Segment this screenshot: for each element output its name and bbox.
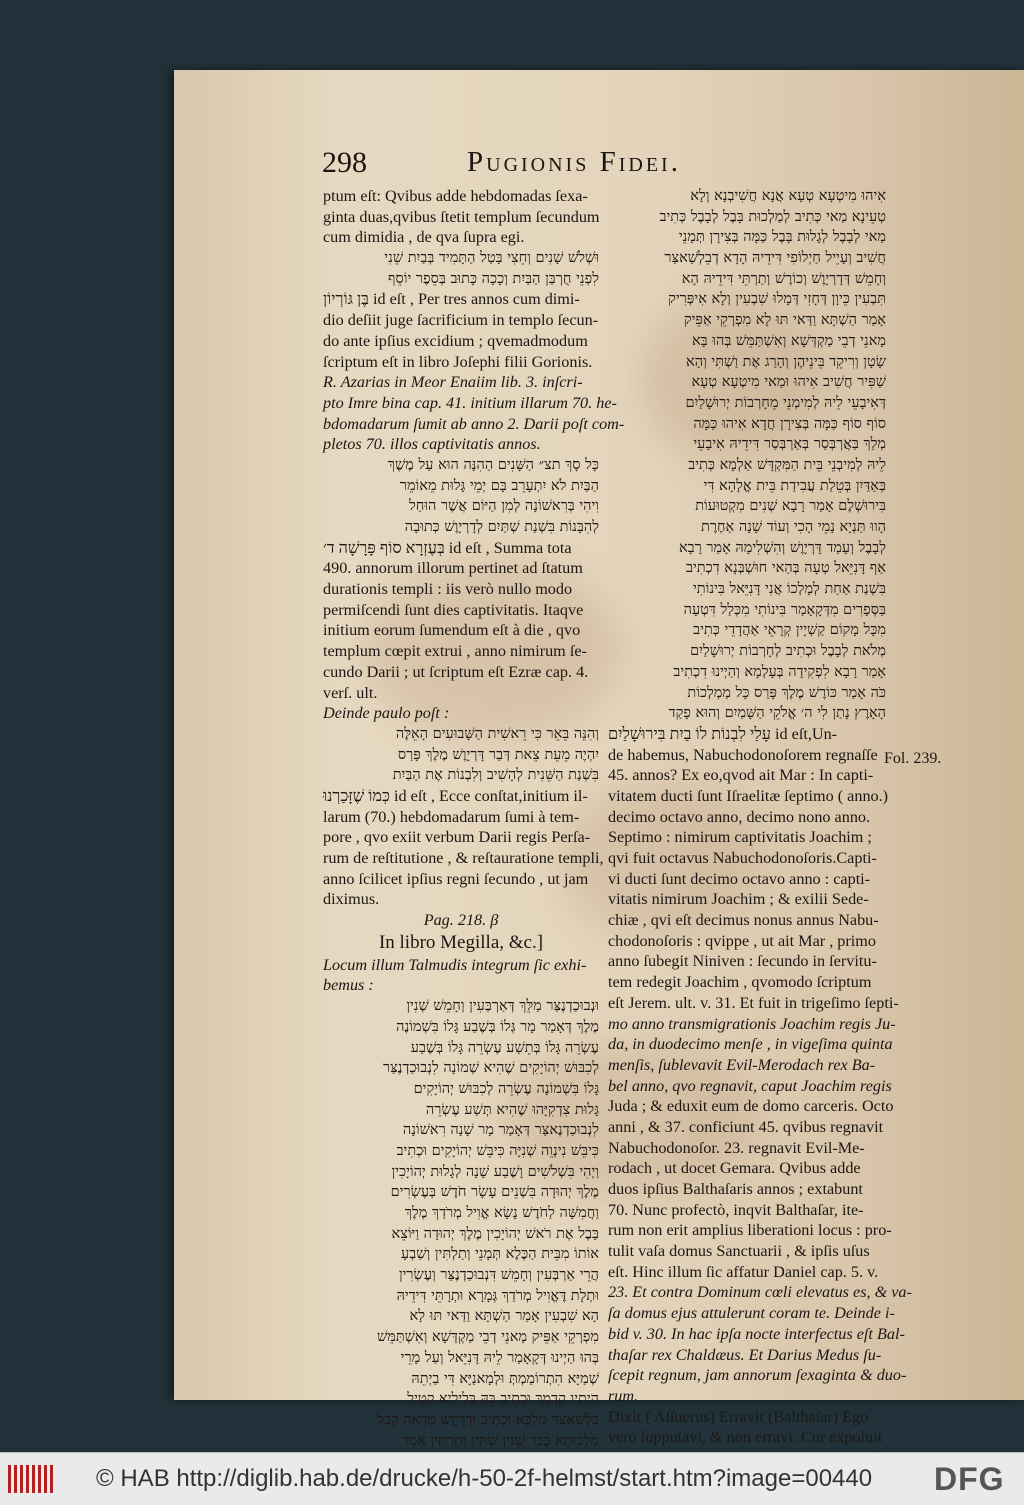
text-line: ginta duas,qvibus ſtetit templum ſecundum <box>323 207 600 226</box>
text-line: וִיהִי בְּרִאשׁוֹנָה לְמִן הַיּוֹם אֲשֶׁר הוּחַל <box>408 498 599 515</box>
text-line: בִּשְׁנַת הַשֵּׁנִית לְהָשִׁיב וְלִבְנוֹת אֶת הַבַּיִת <box>392 767 599 784</box>
page-number: 298 <box>322 146 367 179</box>
text-line: הָווּ תַּנְיָא נָמֵי הָכִי וְעוֹד שָׁנָה אַחֶרֶת <box>701 519 886 535</box>
text-line: rodach , ut docet Gemara. Qvibus adde <box>608 1159 861 1178</box>
dfg-logo: DFG <box>934 1461 1005 1497</box>
text-line: חֲשִׁיב וְעָיֵיל חַיְלוֹפִי דִּידֵיהּ הָדָא דְבֵלְשַׁאצַּר <box>664 250 886 267</box>
text-line: גָּלוֹ בִּשְׁמוֹנָה עֶשְׂרֵה לְכִבּוּשׁ יְהוֹיָקִים <box>413 1080 599 1097</box>
text-line: Juda ; & eduxit eum de domo carceris. Octo <box>608 1097 894 1116</box>
text-line: מָאנֵי דְבֵי מַקְדְּשָׁא וְאִשְׁתַּמֵּשׁ בְּהוּ בָּא <box>691 332 886 349</box>
text-line: Dixit ( Aſſuerus) Erravit (Balthaſar) Ego <box>608 1407 869 1426</box>
text-line: de habemus, Nabuchodonoſorem regnaſſe <box>608 745 878 764</box>
text-line: thaſar rex Chaldæus. Et Darius Medus ſu- <box>608 1345 882 1364</box>
text-line: rum non erit amplius liberationi locus : pro- <box>608 1221 892 1240</box>
text-line: מִפְרְקֵי אַפֵּיק מָאנֵי דְבֵי מַקְדְּשָׁא וְאִשְׁתַּמֵּשׁ <box>376 1329 599 1346</box>
text-line: vi ducti ſunt decimo octavo anno : capti- <box>608 869 871 888</box>
text-line: decimo octavo anno, decimo nono anno. <box>608 807 871 826</box>
text-line: גָּלוּת צִדְקִיָּהוּ שֶׁהִיא תְּשַׁע עֶשְׂרֵה <box>425 1101 599 1118</box>
text-line: Locum illum Talmudis integrum ſic exhi- <box>323 955 587 974</box>
marginal-note: Fol. 239. <box>884 750 942 767</box>
text-line: dio deſiit juge ſacrificium in templo ſecun- <box>323 311 599 330</box>
text-line: בָּבֶל אֶת רֹאשׁ יְהוֹיָכִין מֶלֶךְ יְהוּדָה וַיּוֹצֵא <box>391 1225 599 1242</box>
text-line: לְהִבָּנוֹת בִּשְׁנַת שְׁתַּיִם לְדָרְיָוֶשׁ כְּתוּבָה <box>404 519 599 535</box>
text-line: שְׁמַיָּא הִתְרוֹמַמְתְּ וּלְמָאנַיָּא דִּי בַיְתֵהּ <box>411 1370 599 1387</box>
text-line: qvi fuit octavus Nabuchodonoſoris.Capti- <box>608 849 877 867</box>
source-url-link[interactable]: © HAB http://diglib.hab.de/drucke/h-50-2f-helmst/start.htm?image=00440 <box>96 1465 873 1492</box>
text-line: בְּאַדַּיִן בְּטֵלַת עֲבִידַת בֵּית אֱלָהָא דִּי <box>703 477 886 494</box>
text-line: eſt Jerem. ult. v. 31. Et fuit in trigeſimo ſepti- <box>608 993 899 1012</box>
text-line: כְּמוֹ שֶׁזָּכַרְנוּ id eſt , Ecce conſtat,initium il- <box>323 786 588 805</box>
book-page <box>174 70 1024 1400</box>
text-line: עֶשְׂרֵה גָּלוֹ בְּתֵשַׁע עֶשְׂרֵה גָּלוֹ בְּשֶׁבַע <box>410 1039 599 1056</box>
text-line: bemus : <box>323 976 374 995</box>
text-line: בֶּן גּוֹרְיוֹן id eſt , Per tres annos cum dimi- <box>323 290 580 309</box>
hab-barcode-icon <box>8 1465 54 1493</box>
text-line: בִּירוּשְׁלֶם אָמַר רָבָא שְׁנִים מִקְטוּעוֹת <box>695 498 886 515</box>
text-line: da, in duodecimo menſe , in vigeſima quinta <box>608 1035 893 1054</box>
text-line: eſt. Hinc illum ſic affatur Daniel cap. 5. v. <box>608 1262 879 1281</box>
text-line: סוֹף סוֹף כַּמָּה בְּצִירָן חֲדָא אִיהוּ כַּמָּה <box>693 415 886 432</box>
text-line: וּתְלָת דֶּאֱוִיל מְרֹדַךְ גְּמָרָא וּתְרָתֵּי דִּידֵיהּ <box>396 1287 599 1304</box>
text-line: לֵיהּ לְמִיבְנֵי בֵּית הַמִּקְדָּשׁ אַלְמָא כְּתִיב <box>688 456 886 473</box>
text-line: durationis templi : iis verò nullo modo <box>323 580 573 599</box>
left-text-column <box>323 186 625 1451</box>
text-line: vitatem ducti ſunt Iſraelitæ ſeptimo ( anno.) <box>608 786 889 805</box>
text-line: וּשְׁלֹשׁ שָׁנִים וְחֵצִי בָּטַל הַתָּמִיד בְּבַיִת שֵׁנִי <box>384 250 599 267</box>
text-line: מִכָּל מָקוֹם קַשְׁיָין קְרָאֵי אַהֲדָדֵי כְּתִיב <box>693 622 886 639</box>
footer-bar <box>0 1452 1024 1505</box>
text-line: rum. <box>608 1386 639 1405</box>
text-line: כֹּה אָמַר כּוֹרֶשׁ מֶלֶךְ פָּרַס כָּל מַמְלְכוֹת <box>687 684 886 701</box>
text-line: מַלְכוּתָא כְּבַר שְׁנִין שִׁתִּין וְתַרְתֵּין אָמַר <box>401 1432 599 1449</box>
text-line: diximus. <box>323 890 380 909</box>
text-line: דְּאִיבָעֵי לֵיהּ לְמִימְנֵי מֵחָרְבוֹת יְרוּשָׁלַיִם <box>685 394 886 411</box>
text-line: לְבָבֶל וְעָמַד דָּרְיָוֶשׁ וְהִשְׁלִימָהּ אָמַר רָבָא <box>678 539 886 556</box>
text-line: הַבַּיִת לֹא יִתְעָרֵב בָּם יְמֵי גָּלוּת מֵאוֹמֵר <box>399 477 599 494</box>
text-line: בִּשְׁנַת אַחַת לְמָלְכוֹ אֲנִי דָּנִיֵּאל בִּינוֹתִי <box>693 581 886 598</box>
text-line: מַאי לְבָבֶל לְגָלוּת בָּבֶל כַּמָּה בְּצִירָן תְּמָנֵי <box>678 229 886 246</box>
text-line: בֵּלְשַׁאצַּר מַלְכָּא וּכְתִיב וְדָרְיָוֶשׁ מָדָאָה קַבֵּל <box>377 1411 599 1428</box>
running-title: Pugionis Fidei. <box>467 146 681 178</box>
text-line: לְכִבּוּשׁ יְהוֹיָקִים שֶׁהִיא שְׁמוֹנָה לִנְבוּכַדְנֶצַּר <box>383 1060 599 1077</box>
text-line: anno ſubegit Niniven : ſecundo in ſervitu- <box>608 952 877 971</box>
text-line: larum (70.) hebdomadarum ſumi à tem- <box>323 807 580 826</box>
text-line: cum dimidia , de qva ſupra egi. <box>323 228 525 247</box>
text-line: מְלֹאת לְבָבֶל וּכְתִיב לְחָרְבוֹת יְרוּשָׁלַיִם <box>690 643 886 660</box>
text-line: ſa domus ejus attulerunt coram te. Deinde i- <box>608 1304 895 1323</box>
text-line: verò ſupputavi, & non erravi. Cur expoſuit <box>608 1428 883 1447</box>
text-line: 70. Nunc profectò, inqvit Balthaſar, ite- <box>608 1200 864 1219</box>
text-line: שָׂטָן וְרִיקֵד בֵּינֵיהֶן וְהָרַג אֶת וַשְׁתִּי וְהָא <box>686 353 886 370</box>
text-line: permiſcendi ſunt dies captivitatis. Itaqve <box>323 600 584 619</box>
text-line: menſis, ſublevavit Evil-Merodach rex Ba- <box>608 1055 876 1074</box>
text-line: אוֹתוֹ מִבֵּית הַכֶּלֶא תְּמָנֵי וְתַלְתִּין וְשַׁבְעָ <box>401 1246 599 1263</box>
text-line: מֶלֶךְ דְּאָמַר מָר גְּלוֹ בְּשֶׁבַע גָּלוֹ בִּשְׁמוֹנֶה <box>396 1018 599 1035</box>
text-line: verſ. ult. <box>323 683 378 702</box>
text-line: pore , qvo exiit verbum Darii regis Perſa- <box>323 828 591 847</box>
text-line: mo anno transmigrationis Joachim regis Ju- <box>608 1014 896 1033</box>
text-line: 490. annorum illorum pertinet ad ſtatum <box>323 559 583 578</box>
text-line: וּנְבוּכַדְנֶצַּר מַלֵּךְ דְּאַרְבְּעִין וְחָמֵשׁ שְׁנִין <box>406 998 599 1015</box>
text-line: 23. Et contra Dominum cœli elevatus es, & va- <box>608 1283 912 1302</box>
text-line: bdomadarum ſumit ab anno 2. Darii poſt com- <box>323 414 625 433</box>
text-line: בְּהוּ הַיְינוּ דְּקָאָמַר לֵיהּ דָּנִיֵּאל וְעַל מָרֵי <box>400 1349 599 1366</box>
text-line: כָּל סָךְ תצ״ הַשָּׁנִים הַהִנָּה הוּא עַל מֶשֶׁךְ <box>387 456 599 473</box>
text-line: אָמַר הַשְׁתָּא וַדַּאי תּוּ לָא מִפְרְקֵי אַפֵּיק <box>683 312 886 329</box>
text-line: chiæ , qvi eſt decimus nonus annus Nabu- <box>608 911 879 930</box>
text-line: Pag. 218. β <box>423 911 499 930</box>
text-line: מְלַךְ בַּאֲרְבְּסַר בְּאַרְבְּסַר דִּידֵיהּ אִיבָעֵי <box>693 436 886 453</box>
right-text-column <box>608 186 912 1469</box>
text-line: ſcriptum eſt in libro Joſephi filii Gorionis. <box>323 352 593 371</box>
text-line: R. Azarias in Meor Enaiim lib. 3. inſcri- <box>323 373 583 392</box>
text-line: יִהְיֶה מֵעֵת צֵאת דְּבַר דָּרְיָוֶשׁ מֶלֶךְ פָּרַס <box>397 746 599 763</box>
text-line: 45. annos? Ex eo,qvod ait Mar : In capti- <box>608 766 874 785</box>
text-line: chodonoſoris : qvippe , ut ait Mar , primo <box>608 931 876 950</box>
text-line: הָא שִׁבְעִין אָמַר הַשְׁתָּא וַדַּאי תּוּ לָא <box>409 1308 599 1325</box>
text-line: ptum eſt: Qvibus adde hebdomadas ſexa- <box>323 187 588 205</box>
text-line: וְהִנֵּה בֵּאֵר כִּי רֵאשִׁית הַשָּׁבוּעִים הָאֵלֶּה <box>395 725 599 742</box>
text-line: bid v. 30. In hac ipſa nocte interfectus eſt Bal- <box>608 1324 905 1343</box>
text-line: Nabuchodonoſor. 23. regnavit Evil-Me- <box>608 1138 865 1157</box>
text-line: לִנְבוּכַדְנֶאצַּר דְּאָמַר מָר שָׁנָה רִאשׁוֹנָה <box>402 1122 599 1139</box>
text-line: ſcepit regnum, jam annorum ſexaginta & duo- <box>608 1366 907 1385</box>
text-line: In libro Megilla, &c.] <box>378 931 544 953</box>
text-line: עָלַי לִבְנוֹת לוֹ בַיִת בִּירוּשָׁלַיִם id eſt,Un- <box>608 724 838 743</box>
text-line: Deinde paulo poſt : <box>323 704 450 723</box>
text-line: וְחָמֵשׁ דְּדָרְיָוֶשׁ וְכוֹרֶשׁ וְתַרְתֵּי דִּידֵיהּ הָא <box>681 270 886 287</box>
text-line: אָמַר רָבָא לִפְקִידָה בְּעָלְמָא וְהַיְינוּ דִכְתִיב <box>673 663 886 680</box>
text-line: הַיְתִיו קָדָמָךְ וּכְתִיב בֵּהּ בְּלֵילְיָא קְטִיל <box>407 1391 599 1408</box>
text-line: vitatis nimirum Joachim ; & exilii Sede- <box>608 890 869 909</box>
text-line: pletos 70. illos captivitatis annos. <box>323 435 541 454</box>
text-line: cundo Darii ; ut ſcriptum eſt Ezræ cap. 4. <box>323 662 589 681</box>
text-line: הָאָרֶץ נָתַן לִי ה׳ אֱלֹקֵי הַשָּׁמַיִם וְהוּא פָקַד <box>668 705 886 722</box>
text-line: תִּבְעִין כֵּיוָן דְּחָזִי דְּמָלוּ שִׁבְעִין וְלָא אִיפְּרִיק <box>668 291 886 308</box>
text-line: מֶלֶךְ יְהוּדָה בִּשְׁנֵים עָשָׂר חֹדֶשׁ בְּעֶשְׂרִים <box>390 1184 599 1201</box>
page-header <box>322 146 762 182</box>
text-line: טְעֵינָא מַאי כְּתִיב לְמַלְכוּת בָּבֶל לְבָבֶל כְּתִיב <box>659 208 886 225</box>
text-line: וַחֲמִשָּׁה לַחֹדֶשׁ נָשָׂא אֱוִיל מְרֹדַךְ מֶלֶךְ <box>404 1205 599 1221</box>
text-line: אִיהוּ מִיטְעָא טְעָא אֲנָא חֲשִׁיבְנָא וְלָא <box>690 188 886 204</box>
text-line: templum cœpit extrui , anno nimirum ſe- <box>323 642 587 661</box>
text-line: anni , & 37. conficiunt 45. qvibus regnavit <box>608 1117 884 1136</box>
text-line: כִּיבֵּשׁ נִינְוֵה שְׁנִיָּה כִּיבֵּשׁ יְהוֹיָקִים וּכְתִיב <box>396 1142 599 1159</box>
text-line: pto Imre bina cap. 41. initium illarum 70. he- <box>323 393 617 412</box>
text-line: בַּסְּפָרִים מִדְּקָאָמַר בִּינוֹתִי מִכְּלַל דִּטְעָה <box>683 601 886 618</box>
text-line: duos ipſius Balthaſaris annos ; extabunt <box>608 1180 863 1198</box>
text-line: בְּעֶזְרָא סוֹף פָּרָשָׁה ד׳ id eſt , Summa tota <box>323 538 572 557</box>
text-line: tem redegit Joachim , qvomodo ſcriptum <box>608 973 872 992</box>
text-line: initium eorum ſumendum eſt à die , qvo <box>323 621 581 640</box>
text-line: bel anno, qvo regnavit, caput Joachim regis <box>608 1076 892 1095</box>
text-line: אַף דָּנִיֵּאל טְעָה בְּהַאי חוּשְׁבְּנָא דִכְתִיב <box>685 560 886 577</box>
text-line: rum de reſtitutione , & reſtauratione templi, <box>323 849 604 867</box>
text-line: tulit vaſa domus Sanctuarii , & ipſis uſus <box>608 1242 870 1261</box>
text-line: do ante ipſius excidium ; qvemadmodum <box>323 331 588 350</box>
text-line: anno ſcilicet ipſius regni ſecundo , ut jam <box>323 869 589 888</box>
text-line: לִפְנֵי חֻרְבַּן הַבַּיִת וְכָכָה כָּתוּב בְּסֵפֶר יוֹסֵף <box>388 270 599 287</box>
text-line: שַׁפִּיר חֲשִׁיב אִיהוּ וּמַאי מִיטְעָא טְעָא <box>691 374 886 391</box>
text-line: וַיְהִי בִּשְׁלֹשִׁים וָשֶׁבַע שָׁנָה לְגָלוּת יְהוֹיָכִין <box>391 1163 599 1180</box>
text-line: הֲרֵי אַרְבְּעִין וְחָמֵשׁ דִּנְבוּכַדְנֶצַּר וְעֶשְׂרִין <box>398 1267 599 1284</box>
text-line: Septimo : nimirum captivitatis Joachim ; <box>608 828 872 847</box>
